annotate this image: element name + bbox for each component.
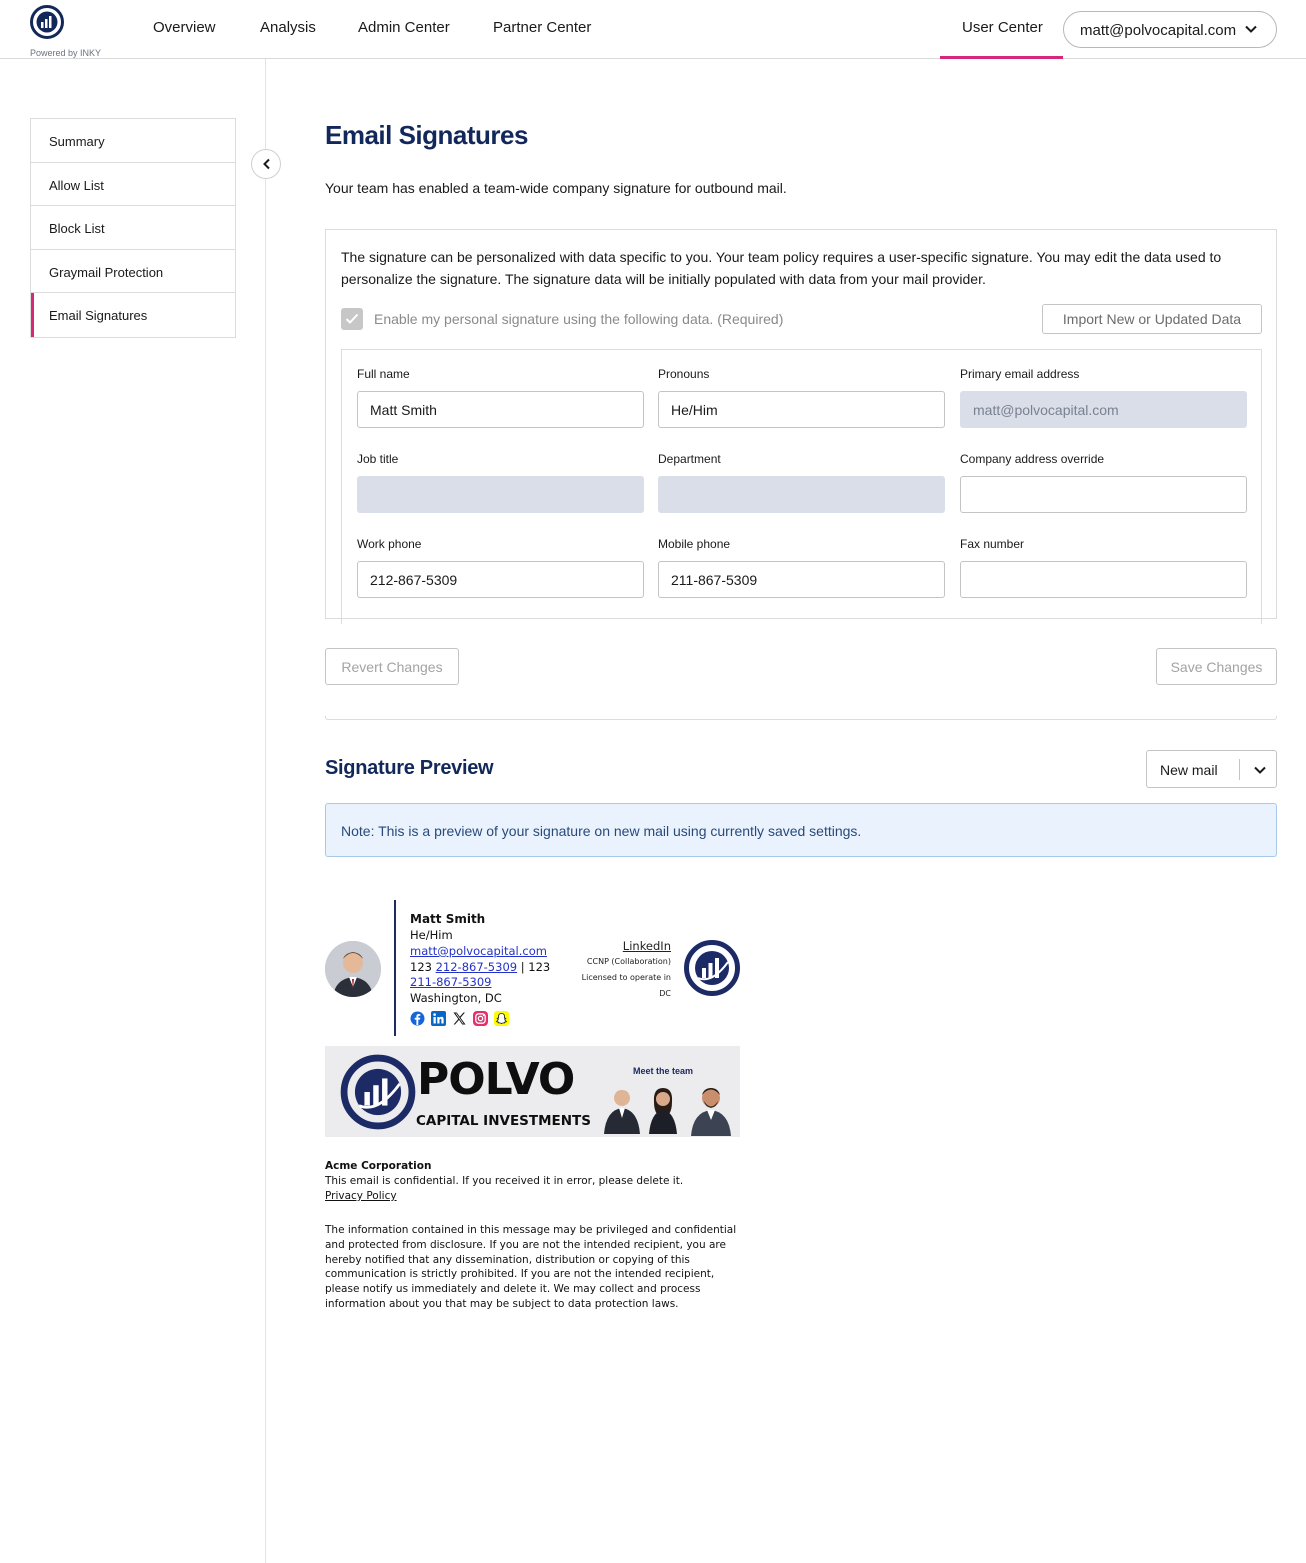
facebook-icon[interactable] xyxy=(410,1011,425,1026)
save-changes-button[interactable]: Save Changes xyxy=(1156,648,1277,685)
sidebar-item-label: Email Signatures xyxy=(49,308,148,323)
banner-subline: CAPITAL INVESTMENTS xyxy=(416,1113,591,1129)
sidebar-divider xyxy=(265,59,266,1563)
work-phone-input[interactable] xyxy=(357,561,644,598)
sidebar xyxy=(30,118,236,338)
footer-confidential: This email is confidential. If you received it in error, please delete it. xyxy=(325,1175,684,1187)
nav-user-center[interactable] xyxy=(940,0,1063,59)
signature-mobile-phone-link[interactable]: 211-867-5309 xyxy=(410,975,492,989)
primary-email-label: Primary email address xyxy=(960,367,1080,381)
preview-note xyxy=(325,803,1277,857)
import-data-button[interactable]: Import New or Updated Data xyxy=(1042,304,1262,334)
inky-logo-icon xyxy=(30,5,64,39)
signature-pronouns: He/Him xyxy=(410,928,453,942)
signature-work-phone-link[interactable]: 212-867-5309 xyxy=(435,960,518,974)
sidebar-item-email-signatures[interactable] xyxy=(31,293,235,337)
phone-middle: | 123 xyxy=(517,960,551,974)
banner-headline: POLVO xyxy=(417,1054,575,1105)
team-member-photo-icon xyxy=(600,1084,644,1134)
chevron-left-icon xyxy=(261,158,273,170)
preview-mode-select[interactable] xyxy=(1146,750,1277,788)
fax-input[interactable] xyxy=(960,561,1247,598)
enable-signature-checkbox[interactable] xyxy=(341,308,363,330)
privacy-policy-link[interactable]: Privacy Policy xyxy=(325,1190,397,1202)
linkedin-link[interactable]: LinkedIn xyxy=(622,939,671,953)
powered-by-label: Powered by INKY xyxy=(30,48,102,58)
nav-admin-center[interactable]: Admin Center xyxy=(358,19,450,36)
signature-description: The signature can be personalized with data specific to you. Your team policy requires a user-specific signature. You may edit the data used to personalize the signature. The signature data will be initially populated with data from your mail provider. xyxy=(341,249,1222,287)
job-title-input xyxy=(357,476,644,513)
work-phone-label: Work phone xyxy=(357,537,422,551)
preview-mode-value: New mail xyxy=(1160,762,1218,778)
signature-banner xyxy=(325,1046,740,1137)
nav-overview[interactable]: Overview xyxy=(153,19,216,36)
nav-partner-center[interactable]: Partner Center xyxy=(493,19,592,36)
preview-title: Signature Preview xyxy=(325,757,494,779)
signature-certification: CCNP (Collaboration) xyxy=(586,957,671,966)
polvo-banner-logo-icon xyxy=(340,1054,416,1130)
chevron-down-icon xyxy=(1253,763,1267,777)
intro-text: Your team has enabled a team-wide company signature for outbound mail. xyxy=(325,180,787,196)
checkmark-icon xyxy=(345,313,359,325)
phone-prefix: 123 xyxy=(410,960,436,974)
instagram-icon[interactable] xyxy=(473,1011,488,1026)
polvo-logo-icon xyxy=(684,940,740,996)
sidebar-item-block-list[interactable] xyxy=(31,206,235,250)
mobile-phone-input[interactable] xyxy=(658,561,945,598)
signature-settings-card xyxy=(325,229,1277,619)
page-title: Email Signatures xyxy=(325,120,528,150)
banner-meet-team: Meet the team xyxy=(633,1066,694,1076)
section-divider xyxy=(325,716,1277,720)
sidebar-item-label: Graymail Protection xyxy=(49,264,164,280)
revert-changes-button[interactable]: Revert Changes xyxy=(325,648,459,685)
account-email: matt@polvocapital.com xyxy=(1080,22,1237,39)
nav-user-center-label: User Center xyxy=(962,19,1043,36)
enable-signature-label: Enable my personal signature using the following data. (Required) xyxy=(374,311,784,327)
fax-label: Fax number xyxy=(960,537,1025,551)
full-name-input[interactable] xyxy=(357,391,644,428)
company-address-label: Company address override xyxy=(960,452,1105,466)
mobile-phone-label: Mobile phone xyxy=(658,537,731,551)
footer-disclaimer: The information contained in this message may be privileged and confidential and protected from disclosure. If you are not the intended recipient, you are hereby notified that any dissemination, distribution or copying of this communication is strictly prohibited. If you are not the intended recipient, please notify us immediately and delete it. We may collect and process information about you that may be subject to data protection laws. xyxy=(325,1224,737,1310)
team-member-photo-icon xyxy=(645,1084,681,1134)
nav-analysis[interactable]: Analysis xyxy=(260,19,316,36)
job-title-label: Job title xyxy=(357,452,399,466)
sidebar-item-label: Block List xyxy=(49,221,105,236)
sidebar-item-allow-list[interactable] xyxy=(31,163,235,207)
snapchat-icon[interactable] xyxy=(494,1011,509,1026)
sidebar-item-label: Allow List xyxy=(49,177,104,193)
signature-license-line1: Licensed to operate in xyxy=(581,973,671,982)
linkedin-icon[interactable] xyxy=(431,1011,446,1026)
signature-divider xyxy=(394,900,396,1036)
select-separator xyxy=(1239,759,1240,780)
signature-name: Matt Smith xyxy=(410,912,486,926)
inky-logo[interactable] xyxy=(28,5,108,58)
signature-fields xyxy=(341,349,1262,624)
x-icon[interactable] xyxy=(452,1011,467,1026)
collapse-sidebar-button[interactable] xyxy=(251,149,281,179)
signature-phone-line xyxy=(410,960,550,974)
top-navigation xyxy=(0,0,1306,59)
sidebar-item-label: Summary xyxy=(49,134,105,149)
account-menu[interactable] xyxy=(1063,11,1277,48)
sidebar-item-summary[interactable] xyxy=(31,119,235,163)
signature-license-line2: DC xyxy=(659,989,671,998)
full-name-label: Full name xyxy=(357,367,410,381)
signature-email-link[interactable]: matt@polvocapital.com xyxy=(410,944,547,958)
primary-email-input xyxy=(960,391,1247,428)
pronouns-input[interactable] xyxy=(658,391,945,428)
team-member-photo-icon xyxy=(688,1082,734,1136)
chevron-down-icon xyxy=(1244,22,1258,36)
company-address-input[interactable] xyxy=(960,476,1247,513)
department-input xyxy=(658,476,945,513)
signature-location: Washington, DC xyxy=(410,991,502,1005)
signature-avatar xyxy=(325,941,381,997)
person-photo-icon xyxy=(325,941,381,997)
sidebar-item-graymail-protection[interactable] xyxy=(31,250,235,294)
pronouns-label: Pronouns xyxy=(658,367,710,381)
preview-note-text: Note: This is a preview of your signature on new mail using currently saved settings. xyxy=(341,823,862,839)
footer-company: Acme Corporation xyxy=(325,1160,432,1172)
department-label: Department xyxy=(658,452,721,466)
